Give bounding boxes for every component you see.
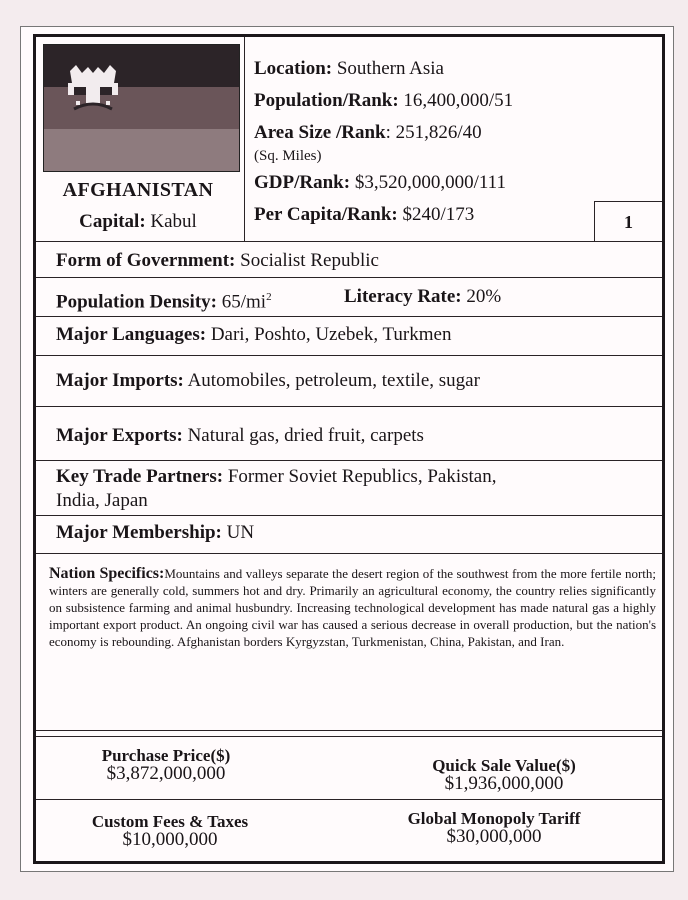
divider <box>36 799 662 800</box>
custom-fees-label: Custom Fees & Taxes <box>91 812 249 831</box>
area-colon: : <box>385 122 391 143</box>
specifics-label: Nation Specifics: <box>49 565 165 582</box>
row-density <box>56 286 272 313</box>
row-exports <box>56 425 424 447</box>
card-frame <box>33 34 665 864</box>
languages-value: Dari, Poshto, Uzebek, Turkmen <box>210 324 452 345</box>
partners-label: Key Trade Partners: <box>56 466 224 487</box>
area-value: 251,826/40 <box>395 122 482 143</box>
exports-label: Major Exports: <box>56 425 183 446</box>
per-capita-label: Per Capita/Rank: <box>254 204 398 225</box>
flag-image <box>43 44 240 172</box>
capital-label: Capital: <box>79 211 146 232</box>
government-label: Form of Government: <box>56 250 236 271</box>
area-label: Area Size /Rank <box>254 122 386 143</box>
membership-label: Major Membership: <box>56 522 222 543</box>
purchase-price-label: Purchase Price($) <box>101 746 231 765</box>
divider <box>36 241 662 242</box>
nation-specifics <box>49 565 656 650</box>
stat-location <box>254 58 444 80</box>
area-unit: (Sq. Miles) <box>254 148 322 164</box>
divider <box>36 553 662 554</box>
literacy-label: Literacy Rate: <box>344 286 462 307</box>
imports-label: Major Imports: <box>56 370 184 391</box>
divider <box>36 406 662 407</box>
literacy-value: 20% <box>466 286 502 307</box>
purchase-price-value: $3,872,000,000 <box>106 763 226 784</box>
gdp-label: GDP/Rank: <box>254 172 351 193</box>
languages-label: Major Languages: <box>56 324 207 345</box>
row-government <box>56 250 379 272</box>
divider <box>36 355 662 356</box>
tariff-label: Global Monopoly Tariff <box>407 809 581 828</box>
density-label: Population Density: <box>56 291 217 313</box>
quick-sale-value <box>384 757 624 793</box>
country-card <box>20 26 674 872</box>
divider <box>36 515 662 516</box>
row-membership <box>56 522 254 544</box>
divider <box>36 730 662 731</box>
membership-value: UN <box>226 522 255 543</box>
location-label: Location: <box>254 58 333 79</box>
row-partners <box>56 466 496 488</box>
density-sup: 2 <box>266 291 272 303</box>
row-literacy <box>344 286 501 308</box>
divider <box>36 736 662 737</box>
density-value: 65/mi <box>221 291 267 313</box>
location-value: Southern Asia <box>336 58 444 79</box>
quick-sale-label: Quick Sale Value($) <box>432 756 576 775</box>
stat-gdp <box>254 172 506 194</box>
partners-line2: India, Japan <box>56 490 148 511</box>
stat-per-capita <box>254 204 474 226</box>
divider <box>36 277 662 278</box>
tariff-value: $30,000,000 <box>446 826 542 847</box>
quick-sale-value-text: $1,936,000,000 <box>444 773 564 794</box>
capital-value: Kabul <box>150 211 197 232</box>
government-value: Socialist Republic <box>240 250 379 271</box>
stat-population <box>254 90 513 112</box>
row-languages <box>56 324 451 346</box>
partners-line1: Former Soviet Republics, Pakistan, <box>227 466 497 487</box>
exports-value: Natural gas, dried fruit, carpets <box>187 425 424 446</box>
row-imports <box>56 370 480 392</box>
population-value: 16,400,000/51 <box>403 90 514 111</box>
global-tariff <box>374 810 614 846</box>
country-name: AFGHANISTAN <box>62 179 214 201</box>
per-capita-value: $240/173 <box>402 204 475 225</box>
specifics-text: Mountains and valleys separate the desert region of the southwest from the more fertile north; winters are generally cold, summers hot and dry. Primarily an agricultural economy, the country relies significantly on subsistence farming and animal husbundry. Increasing technological development has made natural gas a highly important export product. An ongoing civil war has caused a serious decrease in overall production, but the nation's economy is rebounding. Afghanistan borders Kyrgyzstan, Turkmenistan, China, Pakistan, and Iran. <box>49 566 656 649</box>
header-divider <box>244 37 245 241</box>
card-number: 1 <box>594 201 662 241</box>
imports-value: Automobiles, petroleum, textile, sugar <box>187 370 480 391</box>
flag-emblem-icon <box>64 61 122 131</box>
divider <box>36 460 662 461</box>
divider <box>36 316 662 317</box>
custom-fees-value: $10,000,000 <box>122 829 218 850</box>
purchase-price <box>46 747 286 783</box>
capital <box>39 211 237 233</box>
population-label: Population/Rank: <box>254 90 399 111</box>
custom-fees <box>50 813 290 849</box>
stat-area <box>254 122 482 144</box>
gdp-value: $3,520,000,000/111 <box>354 172 506 193</box>
flag-stripe-bottom <box>44 129 239 171</box>
